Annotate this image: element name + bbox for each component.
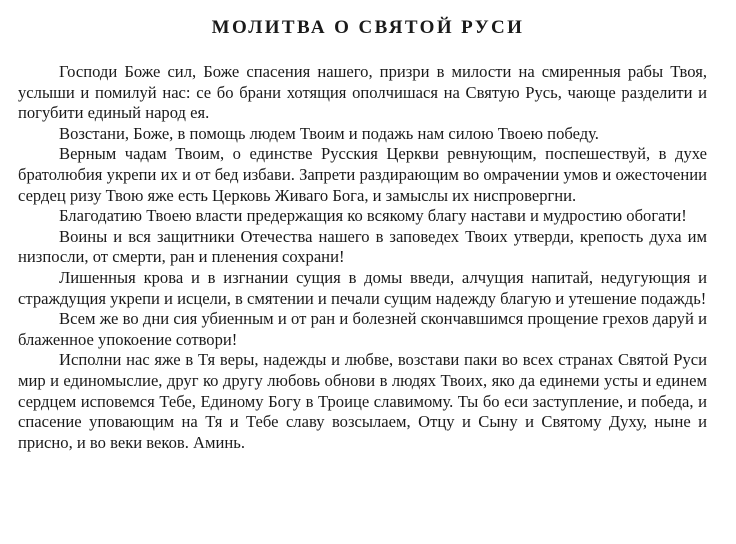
paragraph: Господи Боже сил, Боже спасения нашего, призри в милости на смиренныя рабы Твоя, услыши и помилуй нас: се бо брани хотящия ополчишася на Святую Русь, чающе разделити и погубити единый народ ея. [18, 62, 707, 123]
paragraph: Исполни нас яже в Тя веры, надежды и любве, возстави паки во всех странах Святой Руси мир и единомыслие, друг ко другу любовь обнови в людях Твоих, яко да единеми усты и единем сердцем исповемся Тебе, Единому Богу в Троице славимому. Ты бо еси заступление, и победа, и спасение уповающим на Тя и Тебе славу возсылаем, Отцу и Сыну и Святому Духу, ныне и присно, и во веки веков. Аминь. [18, 350, 707, 452]
paragraph: Лишенныя крова и в изгнании сущия в домы введи, алчущия напитай, недугующия и страждущия укрепи и исцели, в смятении и печали сущим надежду благую и утешение подаждь! [18, 267, 707, 308]
paragraph: Воины и вся защитники Отечества нашего в заповедех Твоих утверди, крепость духа им низпосли, от смерти, ран и пленения сохрани! [18, 226, 707, 267]
paragraph: Всем же во дни сия убиенным и от ран и болезней скончавшимся прощение грехов даруй и блаженное упокоение сотвори! [18, 309, 707, 349]
prayer-body [18, 62, 707, 453]
document-title: МОЛИТВА О СВЯТОЙ РУСИ [211, 17, 525, 38]
paragraph: Возстани, Боже, в помощь людем Твоим и подажь нам силою Твоею победу. [59, 123, 599, 143]
paragraph: Верным чадам Твоим, о единстве Русския Церкви ревнующим, поспешествуй, в духе братолюбия укрепи их и от бед избави. Запрети раздирающим во омрачении умов и ожесточении сердец ризу Твою яже есть Церковь Живаго Бога, и замыслы их ниспровергни. [18, 144, 707, 205]
paragraph: Благодатию Твоею власти предержащия ко всякому благу настави и мудростию обогати! [59, 206, 687, 226]
